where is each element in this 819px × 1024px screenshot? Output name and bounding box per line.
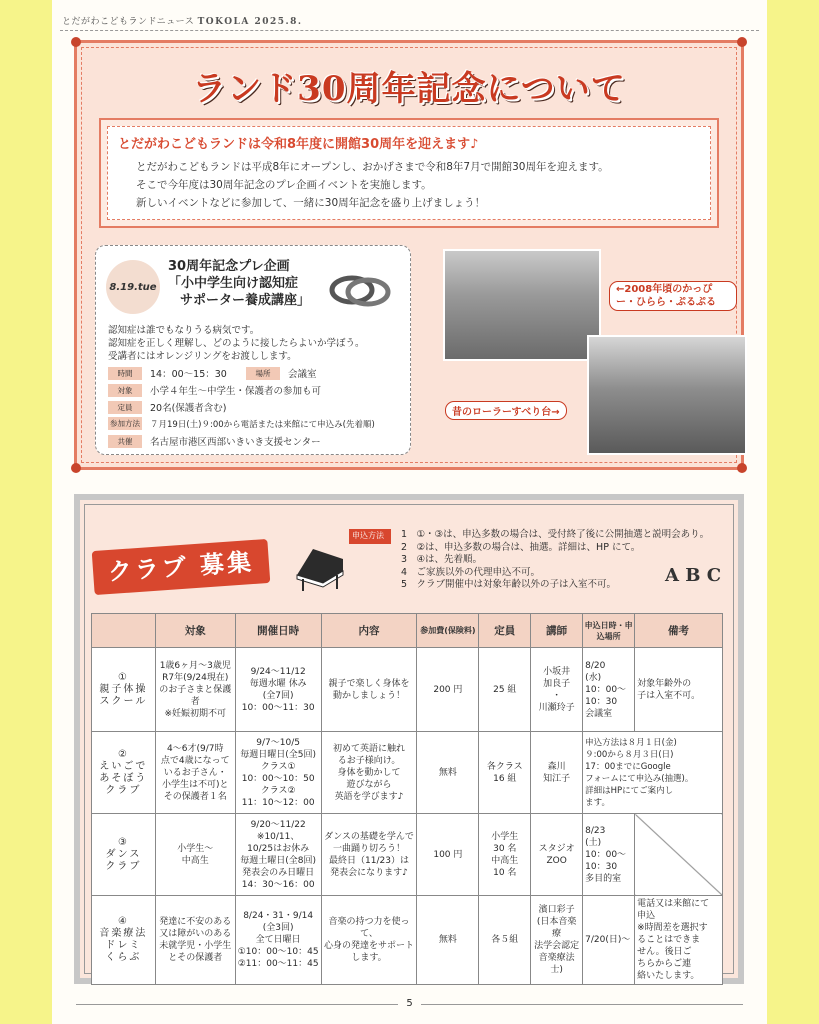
row-label: 場所 [246, 367, 280, 380]
table-row [92, 896, 723, 985]
orange-ring-icon [328, 272, 392, 308]
club-section [74, 494, 744, 984]
abc-decoration: A B C [665, 565, 722, 586]
column-header: 申込日時・申込場所 [583, 614, 635, 648]
header-divider [60, 30, 759, 31]
row-value: 14：00～15：30 [150, 369, 227, 380]
column-header [92, 614, 156, 648]
table-cell: スタジオ ZOO [531, 814, 583, 896]
table-row [92, 814, 723, 896]
row-value: 名古屋市港区西部いきいき支援センター [150, 437, 321, 448]
newsletter-page [52, 0, 767, 1024]
notes-label: 申込方法 [349, 529, 391, 544]
anniversary-section [74, 40, 744, 470]
table-cell: 無料 [417, 732, 479, 814]
event-row-capacity [108, 400, 227, 414]
column-header: 定員 [479, 614, 531, 648]
table-cell: 8/23 (土) 10：00～ 10：30 多目的室 [583, 814, 635, 896]
table-cell: 濱口彩子 (日本音楽療 法学会認定 音楽療法士) [531, 896, 583, 985]
table-row [92, 648, 723, 732]
column-header: 備考 [635, 614, 723, 648]
event-row-cohost [108, 434, 321, 448]
note-line: 2 ②は、申込多数の場合は、抽選。詳細は、HP にて。 [401, 541, 641, 553]
row-label: 参加方法 [110, 419, 140, 428]
table-cell: 無料 [417, 896, 479, 985]
column-header: 開催日時 [235, 614, 321, 648]
photo-caption: ←2008年頃のかっぴー・ひらら・ぷるぷる [609, 281, 737, 311]
event-title-line: 30周年記念プレ企画 [168, 259, 290, 274]
table-header-row [92, 614, 723, 648]
table-cell: 9/7～10/5 毎週日曜日(全5回) クラス① 10：00～10：50 クラス② 11：10～12：00 [235, 732, 321, 814]
table-cell: 100 円 [417, 814, 479, 896]
event-desc-line: 認知症は誰でもなりうる病気です。 [108, 325, 260, 336]
row-value: ７月19日(土)９:00から電話または来館にて申込み(先着順) [150, 419, 375, 430]
note-line: 1 ①・③は、申込多数の場合は、受付終了後に公開抽選と説明会あり。 [401, 529, 710, 540]
table-cell: ② えいごで あそぼう クラブ [92, 732, 156, 814]
note-line: 4 ご家族以外の代理申込不可。 [401, 566, 541, 578]
header-series: とだがわこどもランドニュース [62, 17, 195, 27]
table-cell: 9/24～11/12 毎週水曜 休み (全7回) 10：00～11：30 [235, 648, 321, 732]
header-title: TOKOLA 2025.8. [197, 17, 303, 27]
intro-line: 新しいイベントなどに参加して、一緒に30周年記念を盛り上げましょう！ [136, 197, 486, 209]
event-row-target [108, 383, 321, 397]
table-cell: 発達に不安のある 又は障がいのある 未就学児・小学生 とその保護者 [155, 896, 235, 985]
pin-icon [737, 463, 747, 473]
row-label: 対象 [108, 384, 142, 397]
event-desc-line: 認知症を正しく理解し、どのように接したらよいか学ぼう。 [108, 338, 365, 349]
table-cell: 8/20 (水) 10：00～ 10：30 会議室 [583, 648, 635, 732]
table-cell: 小学生 30 名 中高生 10 名 [479, 814, 531, 896]
column-header: 内容 [321, 614, 417, 648]
column-header: 講師 [531, 614, 583, 648]
table-cell: 対象年齢外の 子は入室不可。 [635, 648, 723, 732]
table-cell: 各クラス 16 組 [479, 732, 531, 814]
table-cell: 音楽の持つ力を使って、 心身の発達をサポート します。 [321, 896, 417, 985]
event-title-line: サポーター養成講座」 [180, 293, 311, 308]
table-cell: 小坂井 加良子 ・ 川瀬玲子 [531, 648, 583, 732]
note-line: 3 ④は、先着順。 [401, 554, 483, 565]
event-description [108, 324, 365, 363]
intro-headline: とだがわこどもランドは令和8年度に開館30周年を迎えます♪ [118, 137, 479, 152]
table-cell: 1歳6ヶ月～3歳児 R7年(9/24現在) のお子さまと保護者 ※妊娠初期不可 [155, 648, 235, 732]
anniversary-intro [99, 118, 719, 228]
table-row [92, 732, 723, 814]
table-cell: ③ ダンス クラブ [92, 814, 156, 896]
table-cell: ダンスの基礎を学んで 一曲踊り切ろう！ 最終日（11/23）は 発表会になります♪ [321, 814, 417, 896]
page-number [52, 998, 767, 1009]
row-label: 定員 [108, 401, 142, 414]
club-title: クラブ 募集 [92, 539, 271, 595]
club-frame [84, 504, 734, 981]
table-cell: 8/24・31・9/14 (全3回) 全て日曜日 ①10：00～10：45 ②11：00～11：45 [235, 896, 321, 985]
note-line: 5 クラブ開催中は対象年齢以外の子は入室不可。 [401, 579, 617, 590]
event-date: 8.19.tue [106, 260, 160, 314]
table-cell: 親子で楽しく身体を 動かしましょう！ [321, 648, 417, 732]
table-cell: 森川 知江子 [531, 732, 583, 814]
roller-slide-photo [587, 335, 747, 455]
event-card [95, 245, 411, 455]
mascot-photo [443, 249, 601, 361]
event-title-line: 「小中学生向け認知症 [168, 276, 299, 291]
pin-icon [737, 37, 747, 47]
table-cell: 25 組 [479, 648, 531, 732]
column-header: 対象 [155, 614, 235, 648]
page-header [62, 14, 303, 27]
table-cell: 電話又は来館にて 申込 ※時間差を選択す ることはできま せん。後日ご ちらからご連 絡いたします。 [635, 896, 723, 985]
pin-icon [71, 463, 81, 473]
intro-line: そこで今年度は30周年記念のプレ企画イベントを実施します。 [136, 179, 432, 191]
row-value: 会議室 [288, 369, 317, 380]
intro-line: とだがわこどもランドは平成8年にオープンし、おかげさまで令和8年7月で開館30周年を迎えます。 [136, 161, 609, 173]
table-cell: ① 親子体操スクール [92, 648, 156, 732]
row-value: 小学４年生～中学生・保護者の参加も可 [150, 386, 322, 397]
row-label: 共催 [108, 435, 142, 448]
anniversary-title: ランド30周年記念について [192, 69, 626, 109]
event-row-method [108, 417, 375, 430]
event-row-time [108, 366, 317, 380]
page-number-text: 5 [398, 998, 420, 1009]
pin-icon [71, 37, 81, 47]
table-cell: 小学生～ 中高生 [155, 814, 235, 896]
table-cell: ④ 音楽療法 ドレミ くらぶ [92, 896, 156, 985]
table-cell [635, 814, 723, 896]
row-label: 時間 [108, 367, 142, 380]
table-cell: 9/20～11/22 ※10/11、 10/25はお休み 毎週土曜日(全8回) 発表会のみ日曜日 14：30～16：00 [235, 814, 321, 896]
table-cell: 初めて英語に触れ るお子様向け。 身体を動かして 遊びながら 英語を学びます♪ [321, 732, 417, 814]
table-cell: 7/20(日)～ [583, 896, 635, 985]
table-cell: 200 円 [417, 648, 479, 732]
row-value: 20名(保護者含む) [150, 403, 227, 414]
event-desc-line: 受講者にはオレンジリングをお渡しします。 [108, 351, 297, 362]
piano-icon [293, 541, 349, 593]
table-cell: 申込方法は８月１日(金) ９:00から８月３日(日) 17：00までにGoogle フォームにて申込み(抽選)。 詳細はHPにてご案内し ます。 [583, 732, 723, 814]
event-title [168, 258, 310, 309]
table-cell: 各５組 [479, 896, 531, 985]
club-table [91, 613, 723, 985]
table-cell: 4～6才(9/7時 点で4歳になって いるお子さん・ 小学生は不可)と その保護者１名 [155, 732, 235, 814]
column-header: 参加費(保険料) [417, 614, 479, 648]
photo-caption: 昔のローラーすべり台→ [445, 401, 567, 420]
